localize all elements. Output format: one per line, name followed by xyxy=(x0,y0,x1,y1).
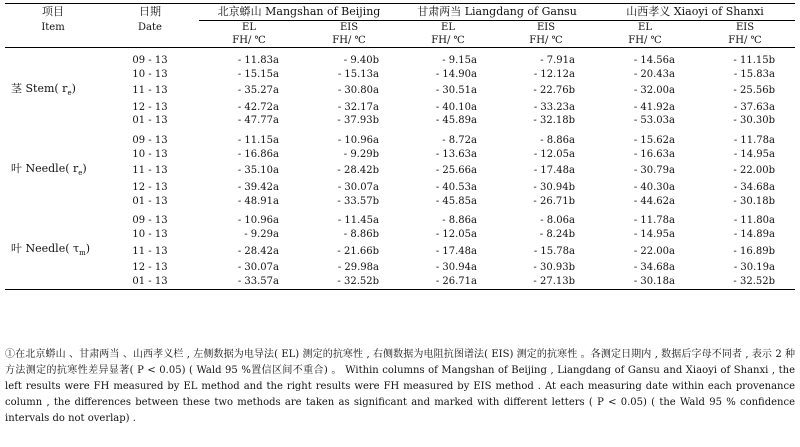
value-cell: - 11.45a xyxy=(337,215,379,227)
value-cell: - 35.27a xyxy=(237,85,279,97)
date-cell: 01 - 13 xyxy=(132,115,168,127)
group-header-gansu: 甘肃两当 Liangdang of Gansu xyxy=(399,4,595,21)
value-cell: - 32.18b xyxy=(533,115,575,127)
table-row xyxy=(5,181,795,195)
value-cell: - 26.71a xyxy=(399,275,497,289)
value-cell: - 11.78a xyxy=(633,215,675,227)
table-row xyxy=(5,242,795,261)
value-cell: - 9.29a xyxy=(244,229,279,241)
date-cell: 10 - 13 xyxy=(132,148,168,160)
value-cell: - 30.07a xyxy=(237,261,279,273)
value-cell: - 40.53a xyxy=(435,181,477,193)
date-cell: 09 - 13 xyxy=(132,135,168,147)
value-cell: - 37.63a xyxy=(733,101,775,113)
value-cell: - 8.86a xyxy=(442,215,477,227)
value-cell: - 40.10a xyxy=(435,101,477,113)
value-cell: - 10.96a xyxy=(237,215,279,227)
value-cell: - 32.17a xyxy=(337,101,379,113)
table-row xyxy=(5,162,795,181)
date-cell: 01 - 13 xyxy=(132,195,168,207)
value-cell: - 41.92a xyxy=(633,101,675,113)
value-cell: - 30.79a xyxy=(633,165,675,177)
value-cell: - 28.42a xyxy=(237,245,279,257)
value-cell: - 16.63a xyxy=(633,148,675,160)
value-cell: - 44.62a xyxy=(633,195,675,207)
value-cell: - 21.66b xyxy=(337,245,379,257)
table-row xyxy=(5,101,795,115)
value-cell: - 45.85a xyxy=(435,195,477,207)
value-cell: - 45.89a xyxy=(435,115,477,127)
value-cell: - 17.48a xyxy=(533,165,575,177)
value-cell: - 32.52b xyxy=(299,275,399,289)
section-label: 叶 Needle( $\tau_m$) xyxy=(11,241,91,258)
value-cell: - 14.95a xyxy=(733,148,775,160)
table-row xyxy=(5,275,795,289)
value-cell: - 10.96a xyxy=(337,135,379,147)
value-cell: - 25.56b xyxy=(733,85,775,97)
value-cell: - 35.10a xyxy=(237,165,279,177)
table-row xyxy=(5,114,795,128)
value-cell: - 30.94a xyxy=(435,261,477,273)
table-footnote: ①在北京蟒山 、甘肃两当 、山西孝义栏 , 左侧数据为电导法( EL) 测定的抗寒性 , 右侧数据为电阻抗图谱法( EIS) 测定的抗寒性 。各测定日期内 , 数据后字母不同者 , 表示 2 种方法测定的抗寒性差异显著( P < 0.05) ( Wald 95 %置信区间不重合) 。 Within columns of Mangshan of Beijing , Liangdang of Gansu and Xiaoyi of Shanxi , the left results were FH measured by EL method and the right results were FH measured by EIS method . At each measuring date within each provenance column , the differences between these two methods are taken as significant and marked with different letters ( P < 0.05) ( the Wald 95 % confidence intervals do not overlap) . xyxy=(5,349,795,424)
value-cell: - 14.56a xyxy=(633,55,675,66)
value-cell: - 33.57b xyxy=(337,195,379,207)
table-row xyxy=(5,261,795,275)
value-cell: - 30.80a xyxy=(337,85,379,97)
value-cell: - 8.24b xyxy=(539,229,575,241)
table-row xyxy=(5,68,795,82)
value-cell: - 37.93b xyxy=(337,115,379,127)
table-row xyxy=(5,54,795,68)
value-cell: - 39.42a xyxy=(237,181,279,193)
method-header: EL xyxy=(638,22,652,33)
value-cell: - 14.95a xyxy=(633,229,675,241)
date-cell: 12 - 13 xyxy=(132,101,168,113)
value-cell: - 22.00b xyxy=(733,165,775,177)
value-cell: - 9.29b xyxy=(343,148,379,160)
value-cell: - 11.15a xyxy=(237,135,279,147)
value-cell: - 14.89a xyxy=(733,229,775,241)
value-cell: - 8.72a xyxy=(442,135,477,147)
cold-hardiness-table xyxy=(5,3,795,290)
value-cell: - 16.86a xyxy=(237,148,279,160)
date-cell: 12 - 13 xyxy=(132,261,168,273)
table-row xyxy=(5,82,795,101)
date-cell: 01 - 13 xyxy=(101,275,199,289)
value-cell: - 29.98a xyxy=(337,261,379,273)
unit-label: FH/ ℃ xyxy=(595,34,695,48)
table-container xyxy=(5,3,795,290)
value-cell: - 30.94b xyxy=(533,181,575,193)
unit-label: FH/ ℃ xyxy=(399,34,497,48)
value-cell: - 30.18b xyxy=(733,195,775,207)
value-cell: - 9.40b xyxy=(343,55,379,66)
table-row xyxy=(5,228,795,242)
date-cell: 11 - 13 xyxy=(132,245,168,257)
value-cell: - 15.62a xyxy=(633,135,675,147)
value-cell: - 30.30b xyxy=(733,115,775,127)
value-cell: - 30.51a xyxy=(435,85,477,97)
value-cell: - 30.93b xyxy=(533,261,575,273)
value-cell: - 8.86a xyxy=(540,135,575,147)
item-header-cn: 项目 xyxy=(5,4,101,21)
value-cell: - 12.05a xyxy=(435,229,477,241)
section-label: 茎 Stem( $r_e$) xyxy=(11,81,76,97)
value-cell: - 17.48a xyxy=(435,245,477,257)
date-cell: 12 - 13 xyxy=(132,181,168,193)
value-cell: - 30.07a xyxy=(337,181,379,193)
value-cell: - 8.06a xyxy=(540,215,575,227)
value-cell: - 32.00a xyxy=(633,85,675,97)
value-cell: - 12.05a xyxy=(533,148,575,160)
value-cell: - 53.03a xyxy=(633,115,675,127)
value-cell: - 26.71b xyxy=(533,195,575,207)
unit-label: FH/ ℃ xyxy=(695,34,795,48)
date-header-en: Date xyxy=(138,21,162,33)
table-row xyxy=(5,214,795,228)
table-row xyxy=(5,148,795,162)
date-header-cn: 日期 xyxy=(101,4,199,21)
value-cell: - 25.66a xyxy=(435,165,477,177)
date-cell: 11 - 13 xyxy=(132,165,168,177)
method-header: EL xyxy=(441,22,455,33)
value-cell: - 11.83a xyxy=(237,55,279,66)
value-cell: - 22.76b xyxy=(533,85,575,97)
value-cell: - 12.12a xyxy=(533,68,575,80)
value-cell: - 15.13a xyxy=(337,68,379,80)
value-cell: - 42.72a xyxy=(237,101,279,113)
value-cell: - 11.78a xyxy=(733,135,775,147)
value-cell: - 33.23a xyxy=(533,101,575,113)
value-cell: - 34.68a xyxy=(633,261,675,273)
value-cell: - 34.68a xyxy=(733,181,775,193)
value-cell: - 11.80a xyxy=(733,215,775,227)
value-cell: - 15.78a xyxy=(533,245,575,257)
method-header: EIS xyxy=(735,22,755,33)
value-cell: - 8.86b xyxy=(343,229,379,241)
value-cell: - 28.42b xyxy=(337,165,379,177)
value-cell: - 30.19a xyxy=(733,261,775,273)
date-cell: 11 - 13 xyxy=(132,85,168,97)
value-cell: - 9.15a xyxy=(442,55,477,66)
table-row xyxy=(5,195,795,209)
value-cell: - 47.77a xyxy=(237,115,279,127)
value-cell: - 20.43a xyxy=(633,68,675,80)
value-cell: - 33.57a xyxy=(199,275,299,289)
value-cell: - 40.30a xyxy=(633,181,675,193)
value-cell: - 15.83a xyxy=(733,68,775,80)
group-header-shanxi: 山西孝义 Xiaoyi of Shanxi xyxy=(595,4,795,21)
value-cell: - 7.91a xyxy=(540,55,575,66)
section-label: 叶 Needle( $r_e$) xyxy=(11,161,87,177)
date-cell: 10 - 13 xyxy=(132,68,168,80)
method-header: EL xyxy=(242,22,256,33)
value-cell: - 14.90a xyxy=(435,68,477,80)
group-header-beijing: 北京蟒山 Mangshan of Beijing xyxy=(199,4,399,21)
method-header: EIS xyxy=(339,22,359,33)
value-cell: - 15.15a xyxy=(237,68,279,80)
date-cell: 09 - 13 xyxy=(132,55,168,66)
date-cell: 09 - 13 xyxy=(132,215,168,227)
value-cell: - 11.15b xyxy=(733,55,775,66)
unit-label: FH/ ℃ xyxy=(199,34,299,48)
unit-label: FH/ ℃ xyxy=(497,34,595,48)
value-cell: - 22.00a xyxy=(633,245,675,257)
value-cell: - 16.89b xyxy=(733,245,775,257)
unit-label: FH/ ℃ xyxy=(299,34,399,48)
date-cell: 10 - 13 xyxy=(132,229,168,241)
method-header: EIS xyxy=(536,22,556,33)
value-cell: - 48.91a xyxy=(237,195,279,207)
value-cell: - 27.13b xyxy=(497,275,595,289)
value-cell: - 30.18a xyxy=(595,275,695,289)
value-cell: - 13.63a xyxy=(435,148,477,160)
item-header-en: Item xyxy=(41,21,65,33)
value-cell: - 32.52b xyxy=(695,275,795,289)
table-row xyxy=(5,134,795,148)
